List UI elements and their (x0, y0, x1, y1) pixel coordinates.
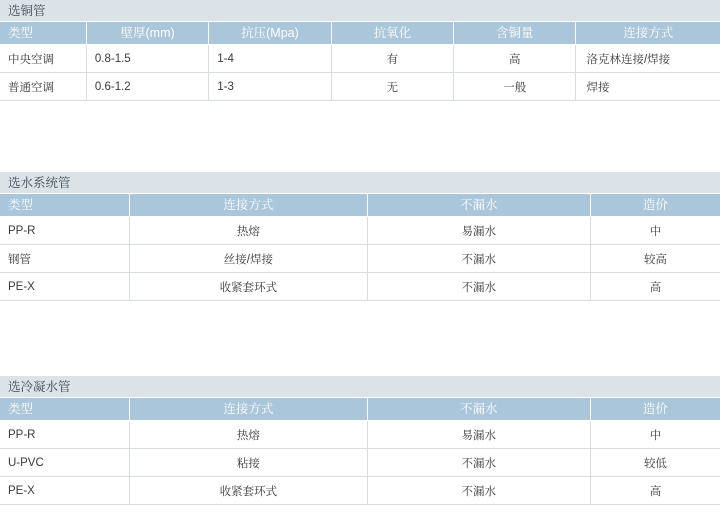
cell: 粘接 (130, 449, 368, 477)
cell: 易漏水 (367, 421, 590, 449)
cell: 中 (590, 217, 720, 245)
table-row (0, 421, 720, 449)
column-header: 抗氧化 (331, 22, 453, 45)
table-header-row (0, 194, 720, 217)
section-title-water: 选水系统管 (0, 172, 720, 194)
cell: 热熔 (130, 217, 368, 245)
cell: 钢管 (0, 245, 130, 273)
cell: U-PVC (0, 449, 130, 477)
cell: PP-R (0, 217, 130, 245)
column-header: 抗压(Mpa) (209, 22, 331, 45)
table-row (0, 73, 720, 101)
column-header: 含铜量 (454, 22, 576, 45)
cell: 高 (454, 45, 576, 73)
column-header: 类型 (0, 22, 86, 45)
cell: 1-4 (209, 45, 331, 73)
cell: 中 (590, 421, 720, 449)
column-header: 连接方式 (130, 194, 368, 217)
cell: 不漏水 (367, 245, 590, 273)
cell: 高 (590, 273, 720, 301)
cell: 收紧套环式 (130, 477, 368, 505)
table-row (0, 449, 720, 477)
cell: 高 (590, 477, 720, 505)
column-header: 连接方式 (130, 398, 368, 421)
column-header: 造价 (590, 398, 720, 421)
cell: PE-X (0, 477, 130, 505)
table-row (0, 477, 720, 505)
section-title-condensate: 选冷凝水管 (0, 376, 720, 398)
section-water (0, 172, 720, 301)
cell: 热熔 (130, 421, 368, 449)
cell: 0.6-1.2 (86, 73, 208, 101)
cell: 丝接/焊接 (130, 245, 368, 273)
cell: 不漏水 (367, 273, 590, 301)
table-row (0, 217, 720, 245)
table-copper (0, 22, 720, 101)
column-header: 造价 (590, 194, 720, 217)
cell: 不漏水 (367, 449, 590, 477)
column-header: 类型 (0, 398, 130, 421)
table-header-row (0, 398, 720, 421)
column-header: 不漏水 (367, 398, 590, 421)
cell: 不漏水 (367, 477, 590, 505)
cell: 收紧套环式 (130, 273, 368, 301)
cell: 洛克林连接/焊接 (576, 45, 720, 73)
cell: 1-3 (209, 73, 331, 101)
table-header-row (0, 22, 720, 45)
cell: 有 (331, 45, 453, 73)
column-header: 连接方式 (576, 22, 720, 45)
cell: 普通空调 (0, 73, 86, 101)
cell: 0.8-1.5 (86, 45, 208, 73)
cell: 易漏水 (367, 217, 590, 245)
column-header: 类型 (0, 194, 130, 217)
cell: 无 (331, 73, 453, 101)
cell: 中央空调 (0, 45, 86, 73)
table-row (0, 273, 720, 301)
cell: 较低 (590, 449, 720, 477)
table-row (0, 245, 720, 273)
section-condensate (0, 376, 720, 505)
table-row (0, 45, 720, 73)
cell: 焊接 (576, 73, 720, 101)
cell: 较高 (590, 245, 720, 273)
table-water (0, 194, 720, 301)
table-condensate (0, 398, 720, 505)
cell: PE-X (0, 273, 130, 301)
column-header: 不漏水 (367, 194, 590, 217)
section-copper (0, 0, 720, 101)
section-title-copper: 选铜管 (0, 0, 720, 22)
cell: PP-R (0, 421, 130, 449)
cell: 一般 (454, 73, 576, 101)
column-header: 壁厚(mm) (86, 22, 208, 45)
